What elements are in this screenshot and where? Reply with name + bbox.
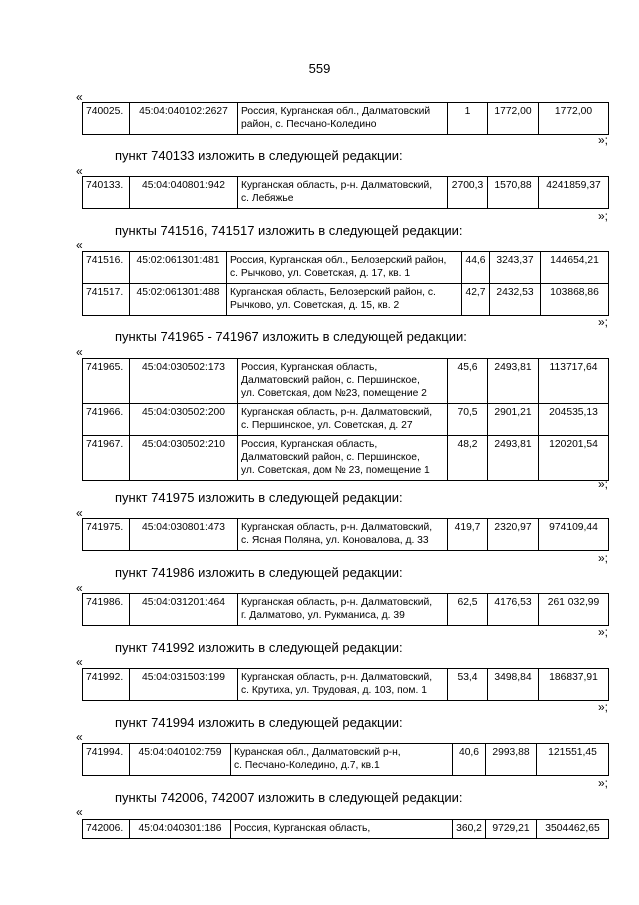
total-value: 186837,91 xyxy=(539,669,609,701)
unit-price: 2493,81 xyxy=(488,436,539,481)
open-quote: « xyxy=(76,345,83,359)
open-quote: « xyxy=(76,164,83,178)
item-number: 742006. xyxy=(83,820,130,839)
table-row xyxy=(83,103,609,135)
amendment-heading: пункт 741986 изложить в следующей редакции: xyxy=(115,565,403,580)
amendment-heading: пункт 740133 изложить в следующей редакции: xyxy=(115,148,403,163)
unit-price: 2320,97 xyxy=(488,519,539,551)
address: Россия, Курганская область, Далматовский район, с. Першинское, ул. Советская, дом №23, помещение 2 xyxy=(238,359,448,404)
unit-price: 3498,84 xyxy=(488,669,539,701)
table-row xyxy=(83,519,609,551)
cadastral-number: 45:02:061301:488 xyxy=(130,284,227,316)
close-quote: »; xyxy=(598,477,609,491)
total-value: 113717,64 xyxy=(539,359,609,404)
record-table xyxy=(82,743,609,776)
item-number: 740025. xyxy=(83,103,130,135)
table-row xyxy=(83,436,609,481)
open-quote: « xyxy=(76,90,83,104)
close-quote: »; xyxy=(598,551,609,565)
open-quote: « xyxy=(76,730,83,744)
total-value: 4241859,37 xyxy=(539,177,609,209)
item-number: 741967. xyxy=(83,436,130,481)
cadastral-number: 45:04:031201:464 xyxy=(130,594,238,626)
record-table xyxy=(82,593,609,626)
table-row xyxy=(83,252,609,284)
close-quote: »; xyxy=(598,133,609,147)
item-number: 741975. xyxy=(83,519,130,551)
record-table xyxy=(82,251,609,316)
cadastral-number: 45:04:031503:199 xyxy=(130,669,238,701)
total-value: 974109,44 xyxy=(539,519,609,551)
table-row xyxy=(83,744,609,776)
address: Куранская обл., Далматовский р-н, с. Песчано-Коледино, д.7, кв.1 xyxy=(231,744,453,776)
record-table xyxy=(82,102,609,135)
area: 70,5 xyxy=(448,404,488,436)
item-number: 741992. xyxy=(83,669,130,701)
unit-price: 3243,37 xyxy=(490,252,541,284)
item-number: 741965. xyxy=(83,359,130,404)
item-number: 741966. xyxy=(83,404,130,436)
cadastral-number: 45:04:040102:759 xyxy=(130,744,231,776)
total-value: 3504462,65 xyxy=(537,820,609,839)
table-row xyxy=(83,594,609,626)
unit-price: 1772,00 xyxy=(488,103,539,135)
close-quote: »; xyxy=(598,625,609,639)
address: Курганская область, Белозерский район, с. Рычково, ул. Советская, д. 15, кв. 2 xyxy=(227,284,462,316)
table-row xyxy=(83,284,609,316)
amendment-heading: пункты 742006, 742007 изложить в следующей редакции: xyxy=(115,790,463,805)
area: 40,6 xyxy=(453,744,486,776)
area: 44,6 xyxy=(462,252,490,284)
total-value: 204535,13 xyxy=(539,404,609,436)
amendment-heading: пункт 741994 изложить в следующей редакции: xyxy=(115,715,403,730)
unit-price: 2901,21 xyxy=(488,404,539,436)
address: Курганская область, р-н. Далматовский, с. Лебяжье xyxy=(238,177,448,209)
table-row xyxy=(83,669,609,701)
area: 45,6 xyxy=(448,359,488,404)
open-quote: « xyxy=(76,805,83,819)
address: Россия, Курганская обл., Далматовский район, с. Песчано-Коледино xyxy=(238,103,448,135)
address: Курганская область, р-н. Далматовский, с. Першинское, ул. Советская, д. 27 xyxy=(238,404,448,436)
amendment-heading: пункты 741516, 741517 изложить в следующей редакции: xyxy=(115,223,463,238)
record-table xyxy=(82,176,609,209)
item-number: 741994. xyxy=(83,744,130,776)
area: 360,2 xyxy=(453,820,486,839)
close-quote: »; xyxy=(598,209,609,223)
total-value: 121551,45 xyxy=(537,744,609,776)
cadastral-number: 45:04:030502:200 xyxy=(130,404,238,436)
area: 419,7 xyxy=(448,519,488,551)
area: 53,4 xyxy=(448,669,488,701)
total-value: 103868,86 xyxy=(541,284,609,316)
area: 62,5 xyxy=(448,594,488,626)
table-row xyxy=(83,404,609,436)
address: Россия, Курганская область, Далматовский район, с. Першинское, ул. Советская, дом № 23, помещение 1 xyxy=(238,436,448,481)
close-quote: »; xyxy=(598,700,609,714)
open-quote: « xyxy=(76,581,83,595)
total-value: 261 032,99 xyxy=(539,594,609,626)
address: Курганская область, р-н. Далматовский, с. Крутиха, ул. Трудовая, д. 103, пом. 1 xyxy=(238,669,448,701)
amendment-heading: пункты 741965 - 741967 изложить в следующей редакции: xyxy=(115,329,467,344)
area: 1 xyxy=(448,103,488,135)
total-value: 120201,54 xyxy=(539,436,609,481)
unit-price: 2493,81 xyxy=(488,359,539,404)
open-quote: « xyxy=(76,506,83,520)
total-value: 144654,21 xyxy=(541,252,609,284)
record-table xyxy=(82,518,609,551)
area: 42,7 xyxy=(462,284,490,316)
table-row xyxy=(83,359,609,404)
record-table xyxy=(82,819,609,839)
record-table xyxy=(82,668,609,701)
unit-price: 1570,88 xyxy=(488,177,539,209)
item-number: 741517. xyxy=(83,284,130,316)
close-quote: »; xyxy=(598,315,609,329)
unit-price: 2993,88 xyxy=(486,744,537,776)
item-number: 741986. xyxy=(83,594,130,626)
open-quote: « xyxy=(76,655,83,669)
close-quote: »; xyxy=(598,776,609,790)
cadastral-number: 45:02:061301:481 xyxy=(130,252,227,284)
table-row xyxy=(83,820,609,839)
cadastral-number: 45:04:040301:186 xyxy=(130,820,231,839)
amendment-heading: пункт 741992 изложить в следующей редакции: xyxy=(115,640,403,655)
page-number: 559 xyxy=(308,61,331,76)
total-value: 1772,00 xyxy=(539,103,609,135)
cadastral-number: 45:04:030502:173 xyxy=(130,359,238,404)
address: Курганская область, р-н. Далматовский, с. Ясная Поляна, ул. Коновалова, д. 33 xyxy=(238,519,448,551)
item-number: 741516. xyxy=(83,252,130,284)
address: Россия, Курганская область, xyxy=(231,820,453,839)
area: 2700,3 xyxy=(448,177,488,209)
record-table xyxy=(82,358,609,481)
unit-price: 2432,53 xyxy=(490,284,541,316)
cadastral-number: 45:04:030801:473 xyxy=(130,519,238,551)
area: 48,2 xyxy=(448,436,488,481)
unit-price: 9729,21 xyxy=(486,820,537,839)
amendment-heading: пункт 741975 изложить в следующей редакции: xyxy=(115,490,403,505)
cadastral-number: 45:04:040102:2627 xyxy=(130,103,238,135)
cadastral-number: 45:04:030502:210 xyxy=(130,436,238,481)
unit-price: 4176,53 xyxy=(488,594,539,626)
address: Курганская область, р-н. Далматовский, г. Далматово, ул. Рукманиса, д. 39 xyxy=(238,594,448,626)
item-number: 740133. xyxy=(83,177,130,209)
cadastral-number: 45:04:040801:942 xyxy=(130,177,238,209)
table-row xyxy=(83,177,609,209)
open-quote: « xyxy=(76,238,83,252)
address: Россия, Курганская обл., Белозерский район, с. Рычково, ул. Советская, д. 17, кв. 1 xyxy=(227,252,462,284)
